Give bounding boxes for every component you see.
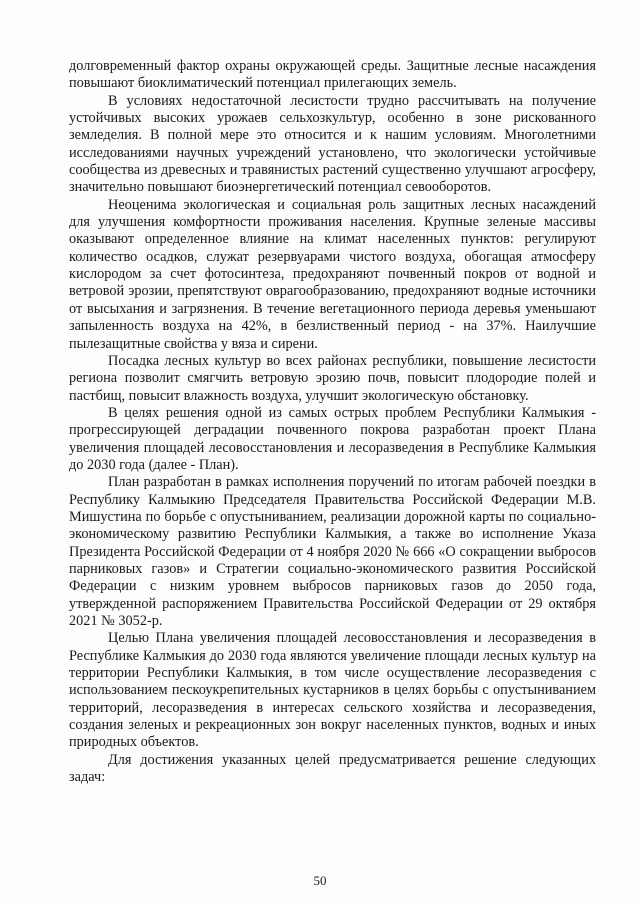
document-body bbox=[69, 58, 596, 786]
paragraph-4: Посадка лесных культур во всех районах республики, повышение лесистости региона позволит смягчить ветровую эрозию почв, повысит плодородие полей и пастбищ, повысит влажность воздуха, улучшит экологическую обстановку. bbox=[69, 352, 596, 404]
paragraph-2: В условиях недостаточной лесистости трудно рассчитывать на получение устойчивых высоких урожаев сельхозкультур, особенно в зоне рискованного земледелия. В полной мере это относится и к нашим условиям. Многолетними исследованиями научных учреждений установлено, что экологически устойчивые сообщества из древесных и травянистых растений существенно улучшают агросферу, значительно повышают биоэнергетический потенциал севооборотов. bbox=[69, 92, 596, 196]
paragraph-5: В целях решения одной из самых острых проблем Республики Калмыкия - прогрессирующей деградации почвенного покрова разработан проект Плана увеличения площадей лесовосстановления и лесоразведения в Республике Калмыкия до 2030 года (далее - План). bbox=[69, 404, 596, 473]
paragraph-1: долговременный фактор охраны окружающей среды. Защитные лесные насаждения повышают биоклиматический потенциал прилегающих земель. bbox=[69, 58, 596, 92]
paragraph-7: Целью Плана увеличения площадей лесовосстановления и лесоразведения в Республике Калмыкия до 2030 года являются увеличение площади лесных культур на территории Республики Калмыкия, в том числе осуществление лесоразведения с использованием пескоукрепительных кустарников в целях борьбы с опустыниванием территорий, лесоразведения в интересах сельского хозяйства и лесоразведения, создания зеленых и рекреационных зон вокруг населенных пунктов, водных и иных природных объектов. bbox=[69, 630, 596, 751]
page-number: 50 bbox=[313, 873, 327, 888]
paragraph-8: Для достижения указанных целей предусматривается решение следующих задач: bbox=[69, 751, 596, 786]
paragraph-6: План разработан в рамках исполнения поручений по итогам рабочей поездки в Республику Калмыкию Председателя Правительства Российской Федерации М.В. Мишустина по борьбе с опустыниванием, реализации дорожной карты по социально-экономическому развитию Республики Калмыкия, а также во исполнение Указа Президента Российской Федерации от 4 ноября 2020 № 666 «О сокращении выбросов парниковых газов» и Стратегии социально-экономического развития Российской Федерации с низким уровнем выбросов парниковых газов до 2050 года, утвержденной распоряжением Правительства Российской Федерации от 29 октября 2021 № 3052-р. bbox=[69, 474, 596, 629]
paragraph-3: Неоценима экологическая и социальная роль защитных лесных насаждений для улучшения комфортности проживания населения. Крупные зеленые массивы оказывают определенное влияние на климат населенных пунктов: регулируют количество осадков, служат резервуарами чистого воздуха, обогащая атмосферу кислородом за счет фотосинтеза, предохраняют почвенный покров от водной и ветровой эрозии, препятствуют оврагообразованию, предохраняют водные источники от высыхания и загрязнения. В течение вегетационного периода деревья уменьшают запыленность воздуха на 42%, в безлиственный период - на 37%. Наилучшие пылезащитные свойства у вяза и сирени. bbox=[69, 196, 596, 352]
